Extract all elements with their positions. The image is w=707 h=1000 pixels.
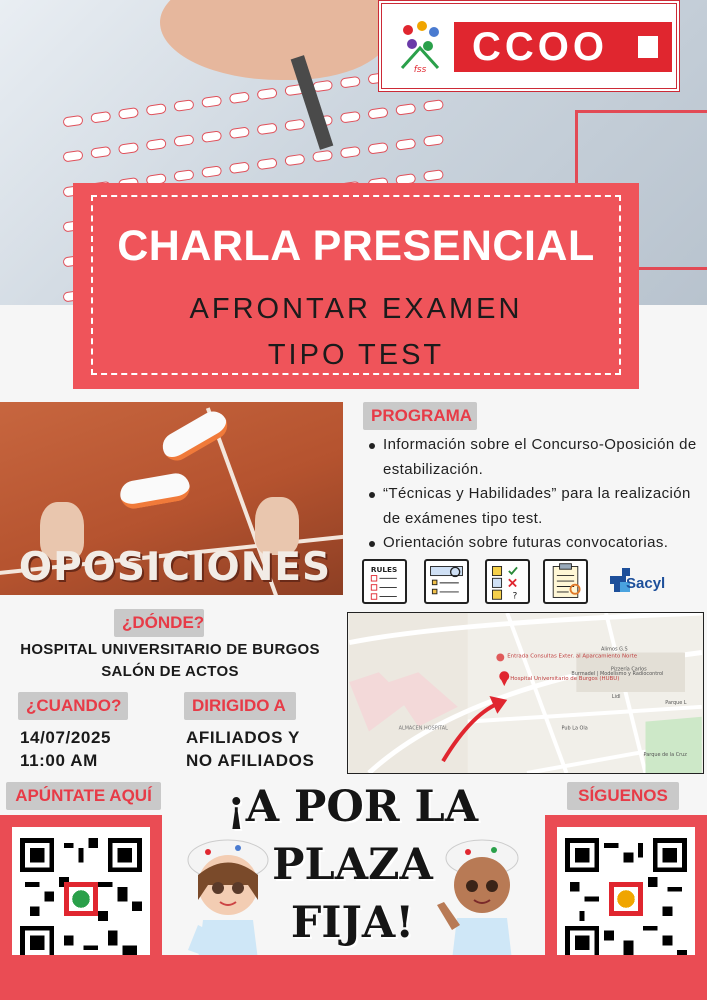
rules-icon-text: RULES [370,564,398,574]
dirigido-label: DIRIGIDO A [184,692,296,720]
ccoo-logo [378,0,680,92]
checklist-icon [424,559,469,604]
oposiciones-word: OPOSICIONES [18,545,332,590]
map-label-parque-cruz: Parque de la Cruz [643,752,687,759]
shoe-icon [118,471,192,511]
apuntate-label: APÚNTATE AQUÍ [6,782,161,810]
svg-text:?: ? [512,591,518,602]
sacyl-text: Sacyl [626,575,666,592]
footer-bar [0,955,707,1000]
map-label-almacen: ALMACEN HOSPITAL [398,725,448,732]
event-date: 14/07/2025 [20,728,112,747]
siguenos-label: SÍGUENOS [567,782,679,810]
donde-label: ¿DÓNDE? [114,609,204,637]
list-item: Información sobre el Concurso-Oposición de estabilización. [366,433,706,482]
logo-sub-text: fss [413,65,427,74]
programa-label: PROGRAMA [363,402,477,430]
title-box [73,183,639,389]
map-label-alimos: Alimos G.S [601,646,628,653]
fss-emblem-icon [396,18,444,74]
logo-brand-text: CCOO [454,22,672,72]
location-line1: HOSPITAL UNIVERSITARIO DE BURGOS [20,641,320,658]
shoe-icon [158,406,233,465]
map-label-pizzeria: Pizzería Carlos [610,666,647,673]
location-line2: SALÓN DE ACTOS [101,663,239,680]
slogan-line2: PLAZA [272,840,433,890]
subtitle-line1: AFRONTAR EXAMEN [189,293,523,325]
map-label-hospital: Hospital Universitario de Burgos (HUBU) [510,676,620,683]
slogan-line3: FIJA! [290,898,415,948]
qr-code-icon [565,835,687,963]
map-label-pub: Pub La Ola [561,725,588,732]
clipboard-icon [543,559,588,604]
title-inner-frame [91,195,621,375]
list-item: Orientación sobre futuras convocatorias. [366,531,706,556]
subtitle-line2: TIPO TEST [267,339,445,371]
event-time: 11:00 AM [20,751,98,770]
qr-code-icon [20,835,142,963]
map-label-burmadel: Burmadel | Modelismo y Radiocontrol [571,671,664,678]
quiz-icon [485,559,530,604]
map-label-lidl: Lidl [611,693,621,700]
map-label-parque: Parque L [665,699,687,706]
programa-list [366,433,706,556]
shield-icon [636,34,660,60]
slogan-line1: ¡A POR LA [226,782,479,832]
audience-line1: AFILIADOS Y [186,728,300,747]
list-item: “Técnicas y Habilidades” para la realización de exámenes tipo test. [366,482,706,531]
cuando-label: ¿CUANDO? [18,692,128,720]
audience-line2: NO AFILIADOS [186,751,315,770]
page-title: CHARLA PRESENCIAL [117,222,595,270]
location-map[interactable] [347,612,704,774]
map-label-entrada: Entrada Consultas Exter. al Aparcamiento Norte [507,653,638,660]
hand-illustration [160,0,390,80]
rules-icon [362,559,407,604]
